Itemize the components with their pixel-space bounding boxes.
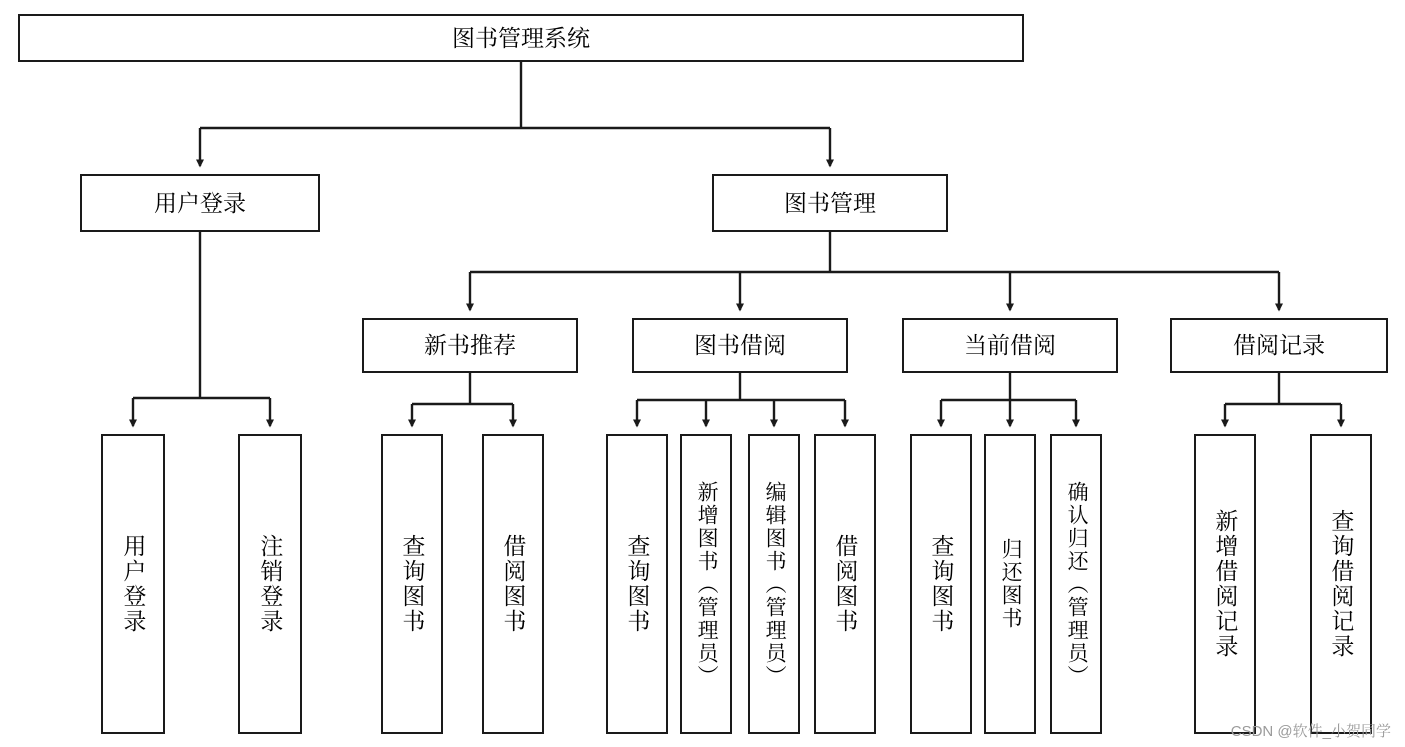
- leaf-query-book-borrow-label: 查询图书: [624, 534, 651, 634]
- node-book-borrow-label: 图书借阅: [694, 332, 786, 359]
- leaf-confirm-return-admin[interactable]: [1050, 434, 1102, 734]
- node-root[interactable]: [18, 14, 1024, 62]
- leaf-add-book-admin-label: 新增图书（管理员）: [695, 480, 719, 688]
- node-new-book-recommend-label: 新书推荐: [424, 332, 516, 359]
- leaf-query-book-current[interactable]: [910, 434, 972, 734]
- leaf-return-book[interactable]: [984, 434, 1036, 734]
- node-user-login[interactable]: [80, 174, 320, 232]
- node-book-management[interactable]: [712, 174, 948, 232]
- leaf-logout-label: 注销登录: [257, 534, 284, 634]
- node-book-borrow[interactable]: [632, 318, 848, 373]
- node-borrow-records-label: 借阅记录: [1233, 332, 1325, 359]
- leaf-borrow-book[interactable]: [814, 434, 876, 734]
- node-current-borrow-label: 当前借阅: [964, 332, 1056, 359]
- leaf-query-borrow-record-label: 查询借阅记录: [1328, 509, 1355, 659]
- leaf-user-login[interactable]: [101, 434, 165, 734]
- node-borrow-records[interactable]: [1170, 318, 1388, 373]
- leaf-logout[interactable]: [238, 434, 302, 734]
- watermark: CSDN @软件_小贺同学: [1230, 723, 1391, 740]
- node-current-borrow[interactable]: [902, 318, 1118, 373]
- leaf-query-book-recommend[interactable]: [381, 434, 443, 734]
- node-root-label: 图书管理系统: [452, 24, 590, 51]
- leaf-add-borrow-record[interactable]: [1194, 434, 1256, 734]
- node-new-book-recommend[interactable]: [362, 318, 578, 373]
- leaf-query-book-borrow[interactable]: [606, 434, 668, 734]
- leaf-borrow-book-label: 借阅图书: [832, 534, 859, 634]
- leaf-query-book-recommend-label: 查询图书: [399, 534, 426, 634]
- leaf-user-login-label: 用户登录: [120, 534, 147, 634]
- leaf-add-book-admin[interactable]: [680, 434, 732, 734]
- leaf-query-borrow-record[interactable]: [1310, 434, 1372, 734]
- leaf-return-book-label: 归还图书: [999, 538, 1023, 630]
- node-book-management-label: 图书管理: [784, 189, 876, 216]
- leaf-edit-book-admin[interactable]: [748, 434, 800, 734]
- leaf-query-book-current-label: 查询图书: [928, 534, 955, 634]
- leaf-borrow-book-recommend[interactable]: [482, 434, 544, 734]
- node-user-login-label: 用户登录: [154, 189, 246, 216]
- leaf-edit-book-admin-label: 编辑图书（管理员）: [763, 480, 787, 688]
- leaf-add-borrow-record-label: 新增借阅记录: [1212, 509, 1239, 659]
- leaf-borrow-book-recommend-label: 借阅图书: [500, 534, 527, 634]
- leaf-confirm-return-admin-label: 确认归还（管理员）: [1065, 480, 1089, 688]
